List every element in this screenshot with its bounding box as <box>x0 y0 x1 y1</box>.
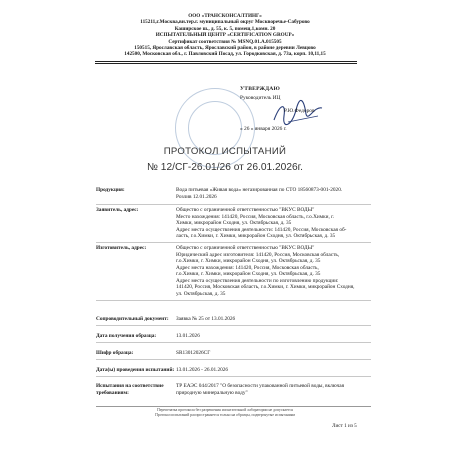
header-line: ООО «ТРАНСКОНСАЛТИНГ» <box>188 13 262 19</box>
row-divider <box>96 359 371 360</box>
field-value <box>176 316 374 323</box>
row-divider <box>96 342 371 343</box>
footer-note <box>110 408 340 418</box>
value-line: 141420, Россия, Московская область, г.о.Химки, г. Химки, микрорайон Сходня, <box>176 284 355 290</box>
header-line: 115211,г.Москва,вн.тер.г. муниципальный округ Москворечье-Сабурово <box>140 19 310 26</box>
field-label: Дата(ы) проведения испытаний: <box>96 367 175 373</box>
footer-divider <box>96 406 371 407</box>
field-value <box>176 187 374 200</box>
approval-role: Руководитель ИЦ <box>240 95 281 101</box>
field-label: Испытания на соответствие требованиям: <box>96 383 164 396</box>
value-line: 13.01.2026 - 26.01.2026 <box>176 367 229 373</box>
value-line: Адрес места нахождения: 141420, Россия, Московская область, <box>176 264 319 271</box>
value-line: Вода питьевая «Живая вода» негазированная по СТО 18560873-001-2020. <box>176 187 343 193</box>
field-value <box>176 367 374 374</box>
approval-date: « 26 » января 2026 г. <box>240 126 287 132</box>
value-line: г.о.Химки, г. Химки, микрорайон Сходня, ул. Октябрьская, д. 35 <box>176 271 321 277</box>
row-divider <box>96 300 371 301</box>
value-line: 13.01.2026 <box>176 333 200 339</box>
protocol-number: № 12/СГ-26.01/26 от 26.01.2026г. <box>147 162 303 173</box>
header-line: Каширское ш., д. 55, к. 5, помещ.1,комн. 20 <box>174 25 276 32</box>
value-line: Химки, микрорайон Сходня, ул. Октябрьская, д. 35 <box>176 220 292 226</box>
field-value <box>176 383 374 396</box>
value-line: ТР ЕАЭС 044/2017 "О безопасности упакованной питьевой воды, включая <box>176 383 345 389</box>
value-line: SR13012026СГ <box>176 350 211 356</box>
value-line: природную минеральную воду" <box>176 389 248 396</box>
approval-block <box>240 86 390 132</box>
header-line: Сертификат соответствия № МSNQ.01.А.015505 <box>168 38 282 45</box>
page-number: Лист 1 из 5 <box>332 423 357 429</box>
field-label: Продукция: <box>96 187 125 193</box>
field-label: Дата получения образца: <box>96 333 157 339</box>
row-divider <box>96 376 371 377</box>
field-value <box>176 245 374 297</box>
footer-line: Перепечатка протокола без разрешения испытательной лаборатории не допускается <box>157 408 293 412</box>
field-label: Изготовитель, адрес: <box>96 245 147 251</box>
row-divider <box>96 204 371 205</box>
lab-header <box>70 13 380 58</box>
header-line: 150515, Ярославская область, Ярославский район, в районе деревни Левцово <box>134 45 316 52</box>
header-divider <box>95 63 357 64</box>
value-line: Розлив 12.01.2026 <box>176 193 217 200</box>
value-line: г.о.Химки, г. Химки, микрорайон Сходня, ул. Октябрьская, д. 35 <box>176 258 321 264</box>
field-value <box>176 207 374 240</box>
approval-title: УТВЕРЖДАЮ <box>240 86 281 92</box>
field-label: Сопроводительный документ: <box>96 316 169 322</box>
row-divider <box>96 242 371 243</box>
value-line: Адрес места осуществления деятельности по изготовлению продукции: <box>176 277 339 284</box>
protocol-title: ПРОТОКОЛ ИСПЫТАНИЙ <box>163 146 287 157</box>
value-line: Место нахождения: 141420, Россия, Московская область, г.о.Химки, г. <box>176 213 335 220</box>
header-divider <box>95 61 357 62</box>
value-line: Общество с ограниченной ответственностью "ВКУС ВОДЫ" <box>176 245 315 251</box>
value-line: ласть, г.о.Химки, г. Химки, микрорайон Сходня, ул. Октябрьская, д. 35 <box>176 233 336 239</box>
value-line: Общество с ограниченной ответственностью "ВКУС ВОДЫ" <box>176 207 315 213</box>
field-label: Заявитель, адрес: <box>96 207 139 213</box>
approval-name: Р.Ю.Федоров <box>284 108 315 114</box>
value-line: ул. Октябрьская, д. 35 <box>176 290 226 297</box>
row-divider <box>96 325 371 326</box>
header-line: 142500, Московская обл., г. Павловский Посад, ул. Городковская, д. 73а, корп. 10,11,15 <box>124 51 326 58</box>
header-line: ИСПЫТАТЕЛЬНЫЙ ЦЕНТР «CERTIFICATION GROUP» <box>155 32 295 39</box>
value-line: Юридический адрес изготовителя: 141420, Россия, Московская область, <box>176 251 340 258</box>
field-label: Шифр образца: <box>96 350 134 356</box>
field-value <box>176 333 374 340</box>
value-line: Заявка № 25 от 13.01.2026 <box>176 316 236 322</box>
value-line: Адрес места осуществления деятельности: 141420, Россия, Московская об- <box>176 226 347 233</box>
field-value <box>176 350 374 357</box>
footer-line: Протокол испытаний распространяется только на образцы, подвергнутые испытаниям <box>155 413 295 417</box>
